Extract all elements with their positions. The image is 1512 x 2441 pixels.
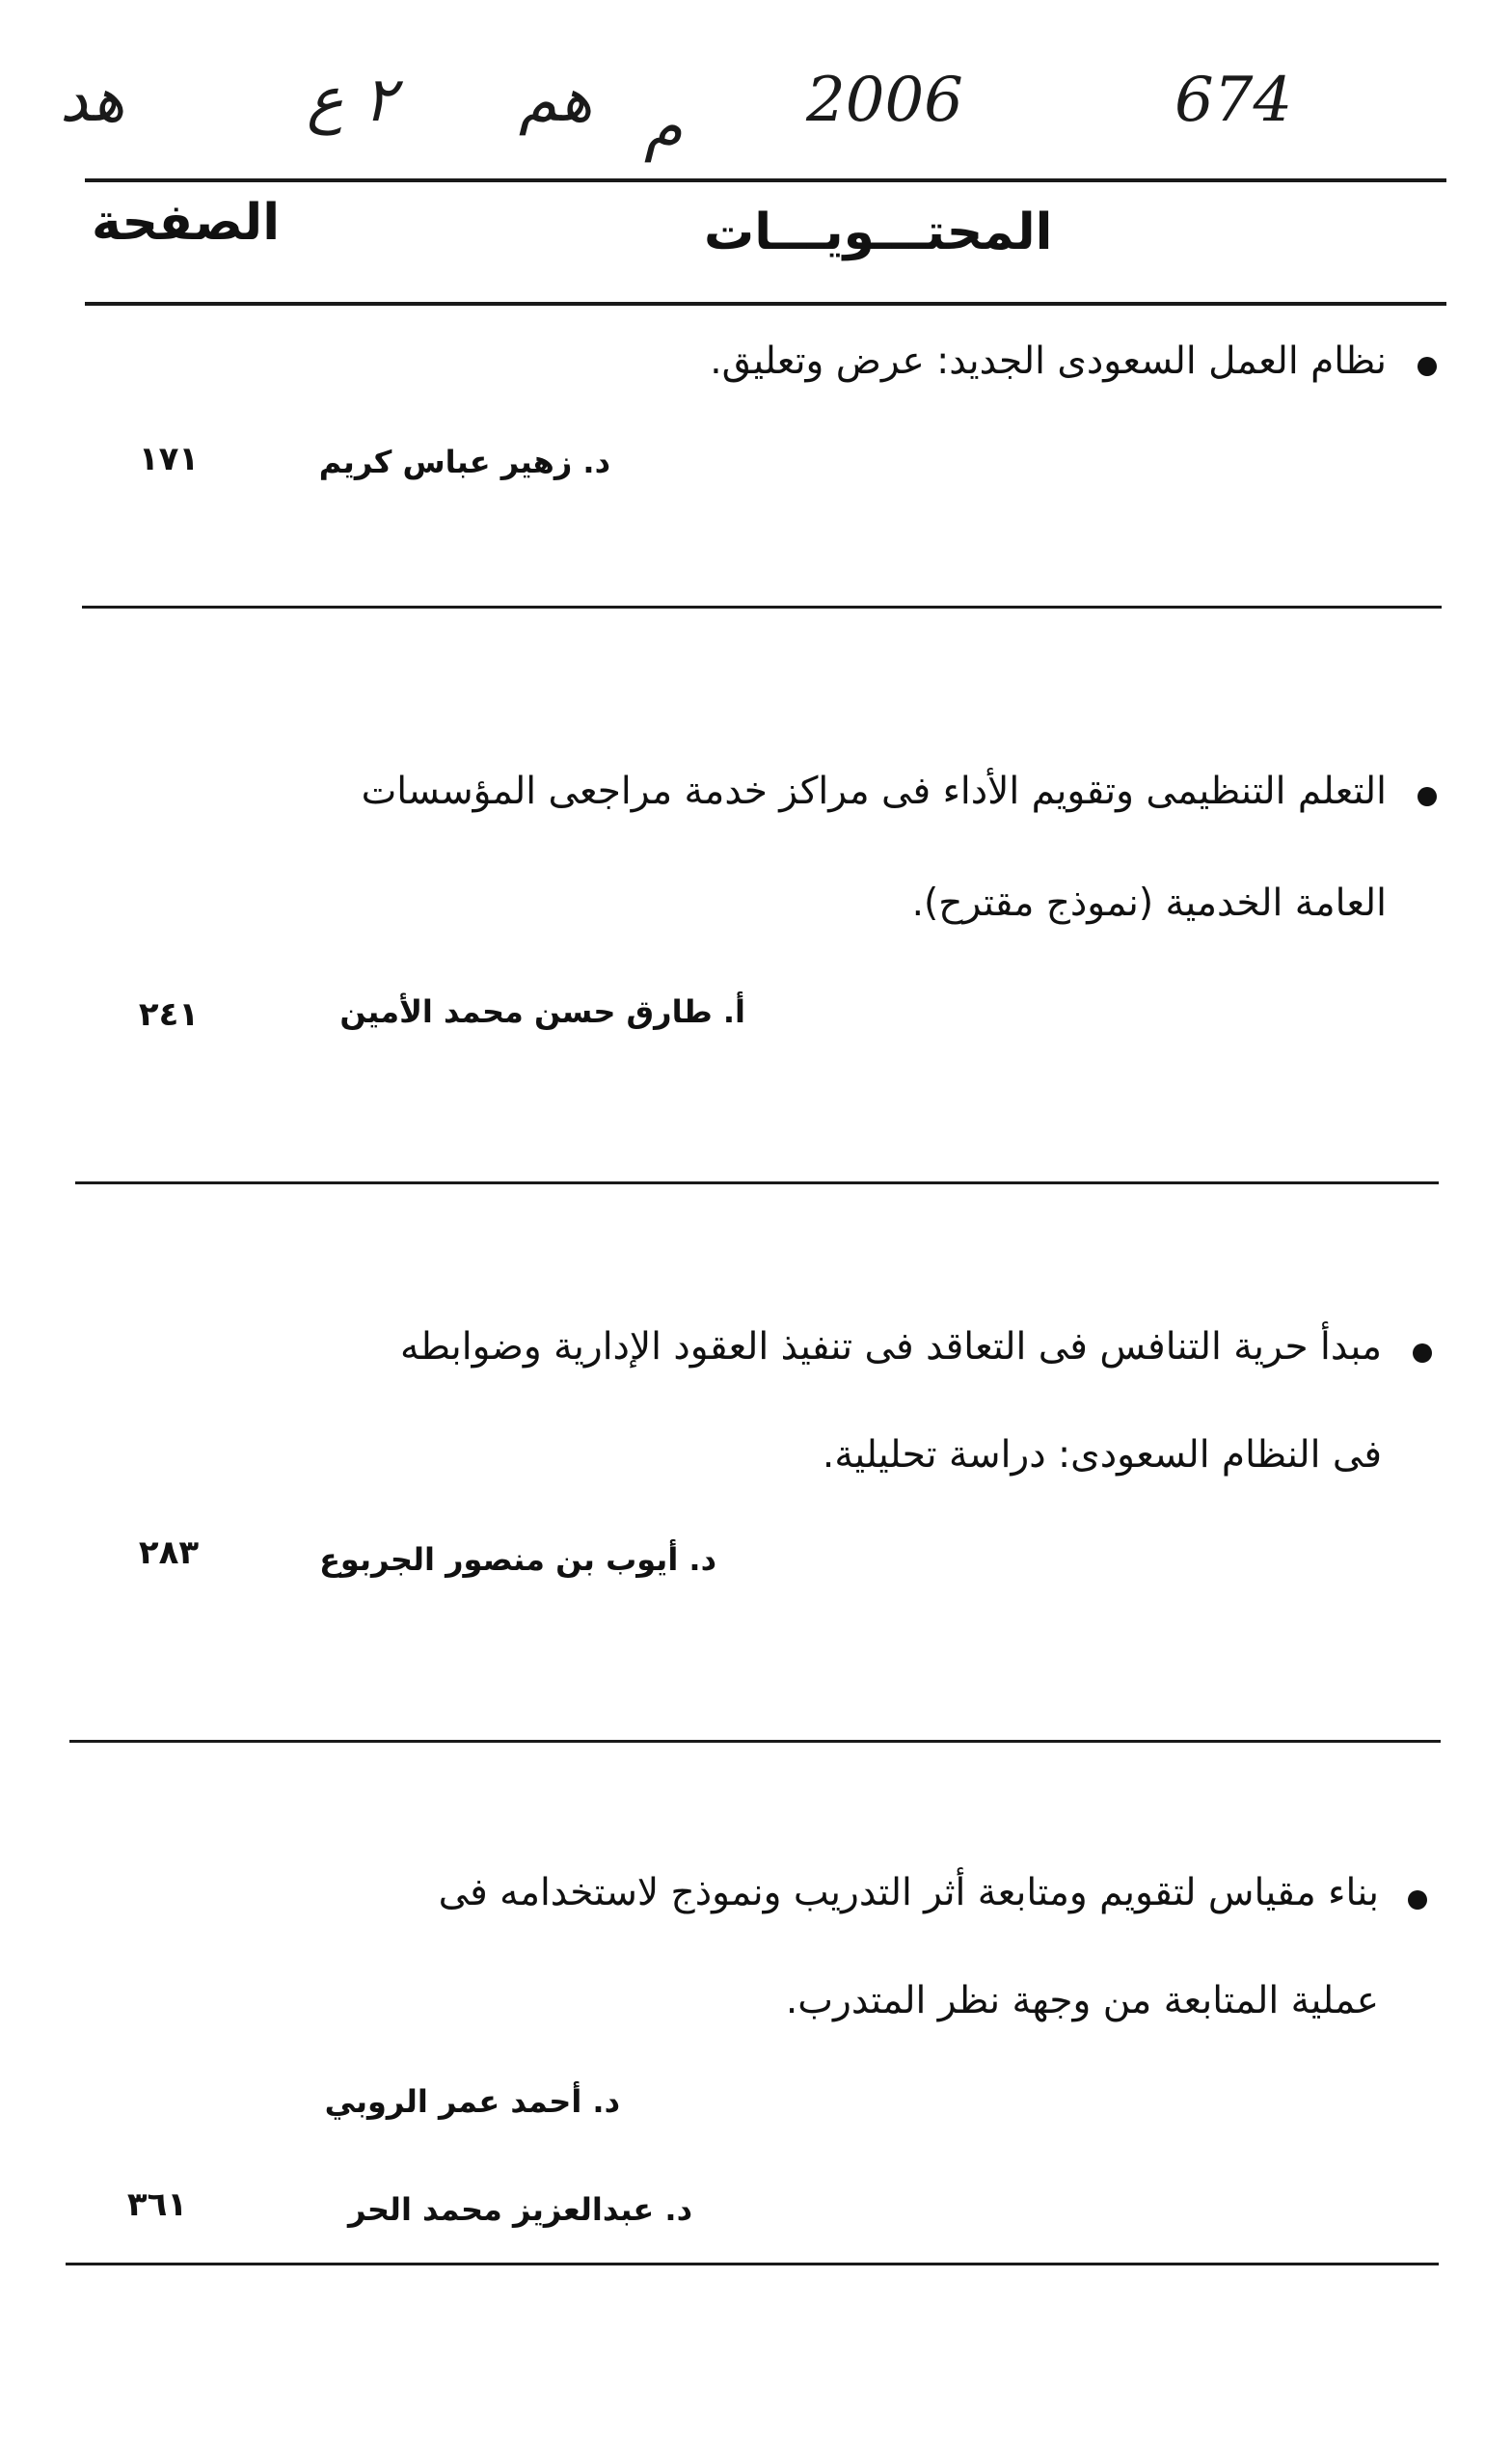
handwritten-number: 674 xyxy=(1174,65,1293,136)
entry-4-divider xyxy=(66,2263,1439,2265)
handwritten-code: ﻫﻢ xyxy=(519,65,593,136)
entry-3-page-number: ٢٨٣ xyxy=(138,1533,200,1572)
handwritten-mim: ﻡ xyxy=(644,92,683,163)
page-column-title: الصفحة xyxy=(92,194,281,252)
entry-4-page-number: ٣٦١ xyxy=(126,2185,188,2224)
entry-4-bullet xyxy=(1408,1890,1427,1910)
entry-1-divider xyxy=(82,606,1442,609)
entry-2-divider xyxy=(75,1181,1439,1184)
entry-2-title-line-2: العامة الخدمية (نموذج مقترح). xyxy=(911,881,1387,925)
entry-1-author-1: د. زهير عباس كريم xyxy=(318,444,610,480)
entry-3-title-line-2: فى النظام السعودى: دراسة تحليلية. xyxy=(822,1433,1382,1477)
entry-2-author-1: أ. طارق حسن محمد الأمين xyxy=(339,993,745,1030)
entry-3-bullet xyxy=(1413,1343,1432,1363)
entry-3-title-line-1: مبدأ حرية التنافس فى التعاقد فى تنفيذ العقود الإدارية وضوابطه xyxy=(400,1325,1382,1369)
header-top-rule xyxy=(85,178,1446,182)
contents-title: المحتـــويـــات xyxy=(704,203,1053,261)
handwritten-year: 2006 xyxy=(806,65,963,136)
entry-4-author-2: د. عبدالعزيز محمد الحر xyxy=(347,2191,692,2228)
entry-3-author-1: د. أيوب بن منصور الجربوع xyxy=(319,1541,716,1578)
entry-1-bullet xyxy=(1418,357,1437,376)
entry-2-bullet xyxy=(1418,787,1437,806)
entry-4-title-line-2: عملية المتابعة من وجهة نظر المتدرب. xyxy=(785,1979,1379,2022)
entry-3-divider xyxy=(69,1740,1441,1743)
entry-4-author-1: د. أحمد عمر الروبي xyxy=(324,2083,620,2120)
entry-1-title-line-1: نظام العمل السعودى الجديد: عرض وتعليق. xyxy=(710,339,1387,383)
entry-4-title-line-1: بناء مقياس لتقويم ومتابعة أثر التدريب ونموذج لاستخدامه فى xyxy=(438,1871,1379,1914)
entry-2-page-number: ٢٤١ xyxy=(138,995,200,1034)
entry-2-title-line-1: التعلم التنظيمى وتقويم الأداء فى مراكز خدمة مراجعى المؤسسات xyxy=(361,770,1387,813)
handwritten-letters: ٢ ﻉ xyxy=(307,65,396,136)
entry-1-page-number: ١٧١ xyxy=(138,440,200,478)
handwritten-left-mark: ﻫﺪ xyxy=(60,65,125,136)
header-bottom-rule xyxy=(85,302,1446,306)
